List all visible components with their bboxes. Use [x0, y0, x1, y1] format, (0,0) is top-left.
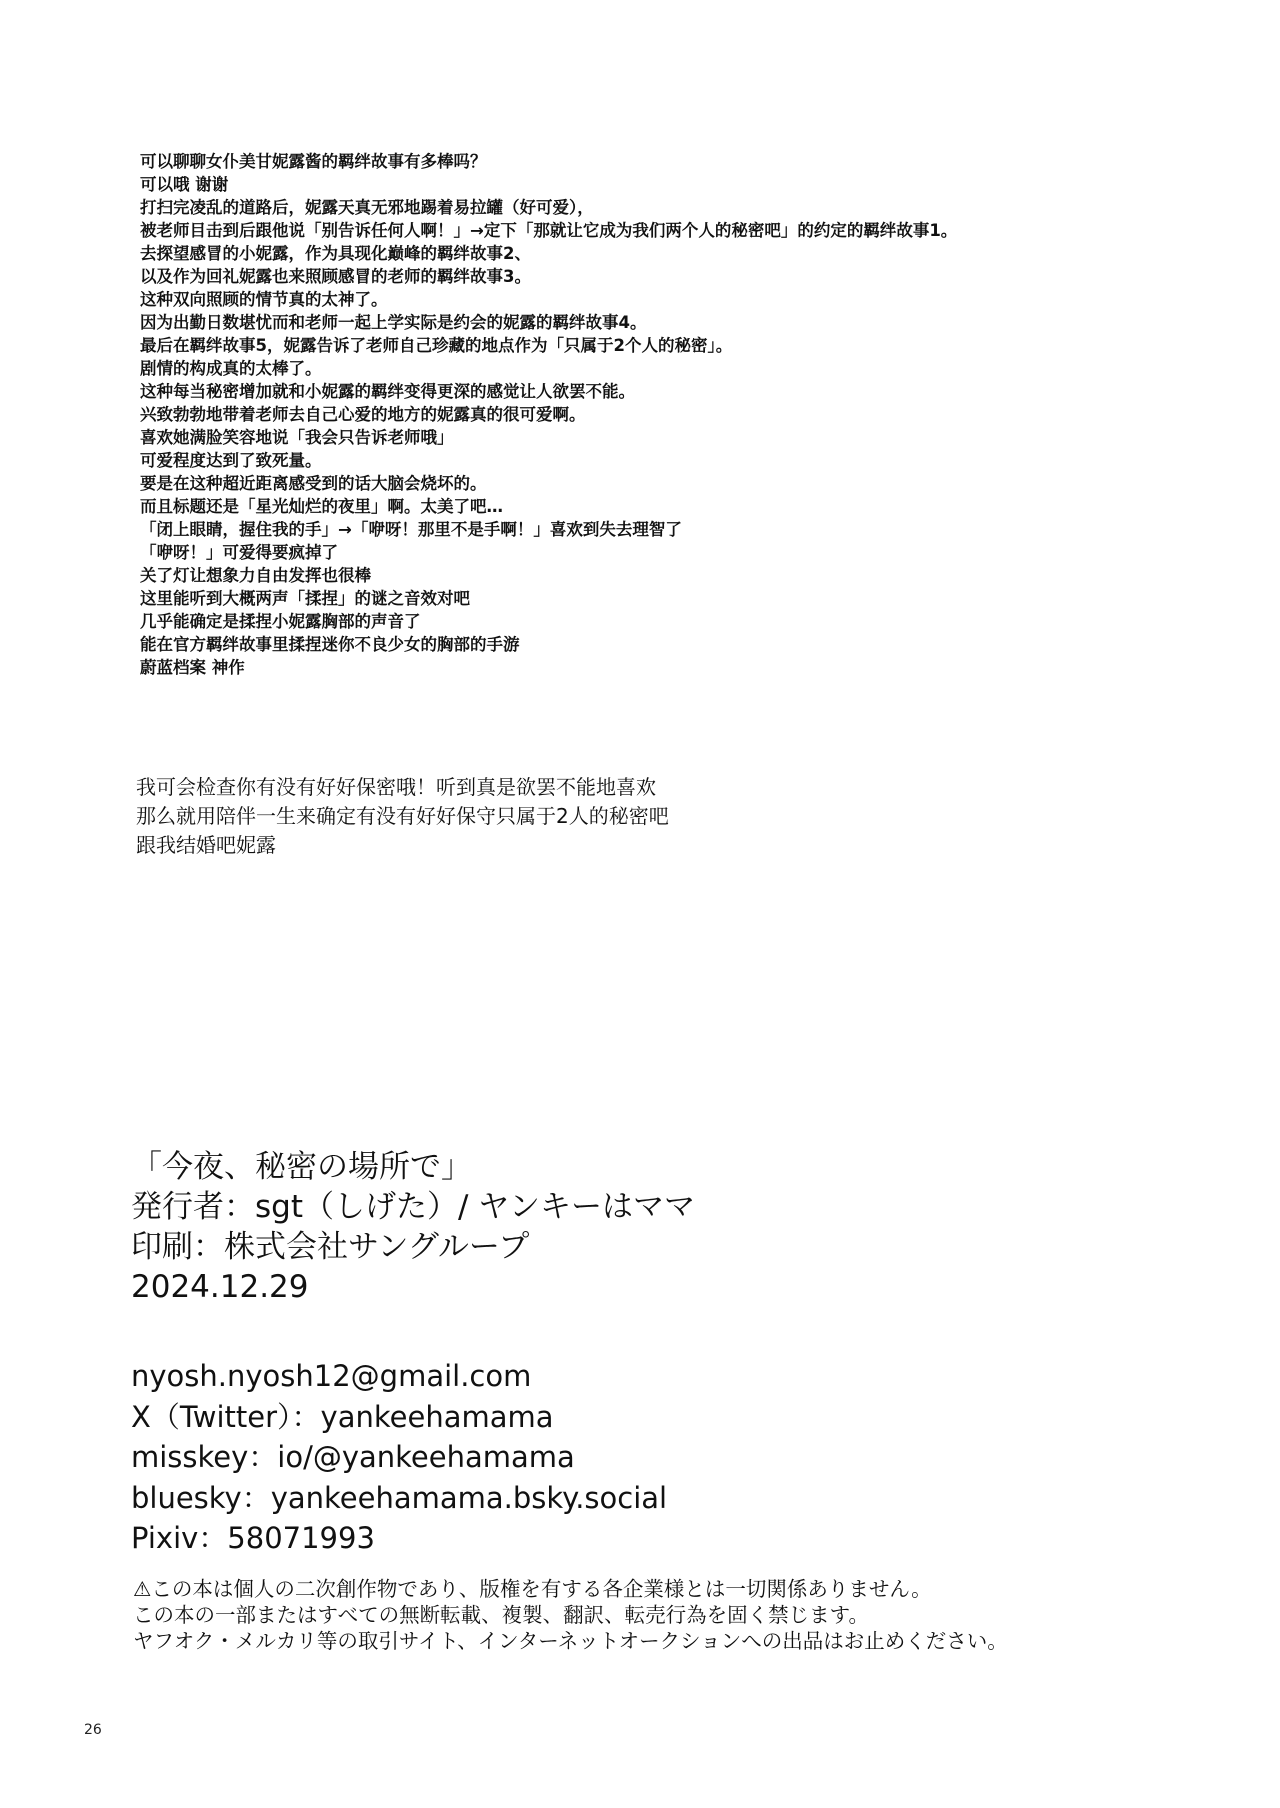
comment-line: 去探望感冒的小妮露，作为具现化巅峰的羁绊故事2、 — [140, 244, 531, 263]
copyright-notice — [133, 1576, 1008, 1654]
comment-line: 因为出勤日数堪忧而和老师一起上学实际是约会的妮露的羁绊故事4。 — [140, 313, 647, 332]
comment-line: 可以聊聊女仆美甘妮露酱的羁绊故事有多棒吗？ — [140, 152, 487, 171]
page-number: 26 — [84, 1722, 102, 1738]
notice-line-1: ⚠この本は個人の二次創作物であり、版権を有する各企業様とは一切関係ありません。 — [133, 1577, 932, 1601]
comment-line: 关了灯让想象力自由发挥也很棒 — [140, 566, 371, 585]
comment-line: 这种双向照顾的情节真的太神了。 — [140, 290, 388, 309]
comment-line: 要是在这种超近距离感受到的话大脑会烧坏的。 — [140, 474, 487, 493]
reply-line: 我可会检查你有没有好好保密哦！听到真是欲罢不能地喜欢 — [136, 775, 656, 799]
comment-line: 这种每当秘密增加就和小妮露的羁绊变得更深的感觉让人欲罢不能。 — [140, 382, 635, 401]
comment-line: 以及作为回礼妮露也来照顾感冒的老师的羁绊故事3。 — [140, 267, 531, 286]
comment-line: 而且标题还是「星光灿烂的夜里」啊。太美了吧… — [140, 497, 503, 516]
publisher: 発行者：sgt（しげた）/ ヤンキーはママ — [131, 1189, 695, 1225]
book-title: 「今夜、秘密の場所で」 — [131, 1149, 472, 1185]
reply-line: 那么就用陪伴一生来确定有没有好好保守只属于2人的秘密吧 — [136, 804, 669, 828]
contact-pixiv: Pixiv：58071993 — [131, 1521, 375, 1555]
comment-line: 可以哦 谢谢 — [140, 175, 229, 194]
contact-bluesky: bluesky：yankeehamama.bsky.social — [131, 1480, 668, 1515]
author-reply — [136, 773, 669, 860]
contact-misskey: misskey：io/@yankeehamama — [131, 1440, 575, 1474]
contact-twitter: X（Twitter）：yankeehamama — [131, 1399, 554, 1434]
comment-line: 「闭上眼睛，握住我的手」→「咿呀！那里不是手啊！」喜欢到失去理智了 — [140, 520, 682, 539]
contact-email: nyosh.nyosh12@gmail.com — [131, 1359, 532, 1393]
comment-line: 可爱程度达到了致死量。 — [140, 451, 322, 470]
comment-line: 几乎能确定是揉捏小妮露胸部的声音了 — [140, 612, 421, 631]
comment-line: 最后在羁绊故事5，妮露告诉了老师自己珍藏的地点作为「只属于2个人的秘密」。 — [140, 336, 733, 355]
colophon — [131, 1147, 695, 1307]
reply-line: 跟我结婚吧妮露 — [136, 833, 276, 857]
notice-line-2: この本の一部またはすべての無断転載、複製、翻訳、転売行為を固く禁じます。 — [133, 1603, 869, 1627]
comment-line: 能在官方羁绊故事里揉捏迷你不良少女的胸部的手游 — [140, 635, 520, 654]
comment-line: 打扫完凌乱的道路后，妮露天真无邪地踢着易拉罐（好可爱）， — [140, 198, 594, 217]
printer: 印刷：株式会社サングループ — [131, 1229, 530, 1265]
comment-line: 兴致勃勃地带着老师去自己心爱的地方的妮露真的很可爱啊。 — [140, 405, 586, 424]
comment-line: 蔚蓝档案 神作 — [140, 658, 245, 677]
comment-line: 喜欢她满脸笑容地说「我会只告诉老师哦」 — [140, 428, 454, 447]
comment-line: 「咿呀！」可爱得要疯掉了 — [140, 543, 338, 562]
comment-line: 被老师目击到后跟他说「别告诉任何人啊！」→定下「那就让它成为我们两个人的秘密吧」的约定的羁绊故事1。 — [140, 221, 958, 240]
comment-line: 这里能听到大概两声「揉捏」的谜之音效对吧 — [140, 589, 470, 608]
comment-line: 剧情的构成真的太棒了。 — [140, 359, 322, 378]
notice-line-3: ヤフオク・メルカリ等の取引サイト、インターネットオークションへの出品はお止めください。 — [133, 1629, 1008, 1653]
bond-story-comment — [140, 150, 957, 679]
publish-date: 2024.12.29 — [131, 1269, 309, 1305]
contact-list — [131, 1356, 667, 1559]
